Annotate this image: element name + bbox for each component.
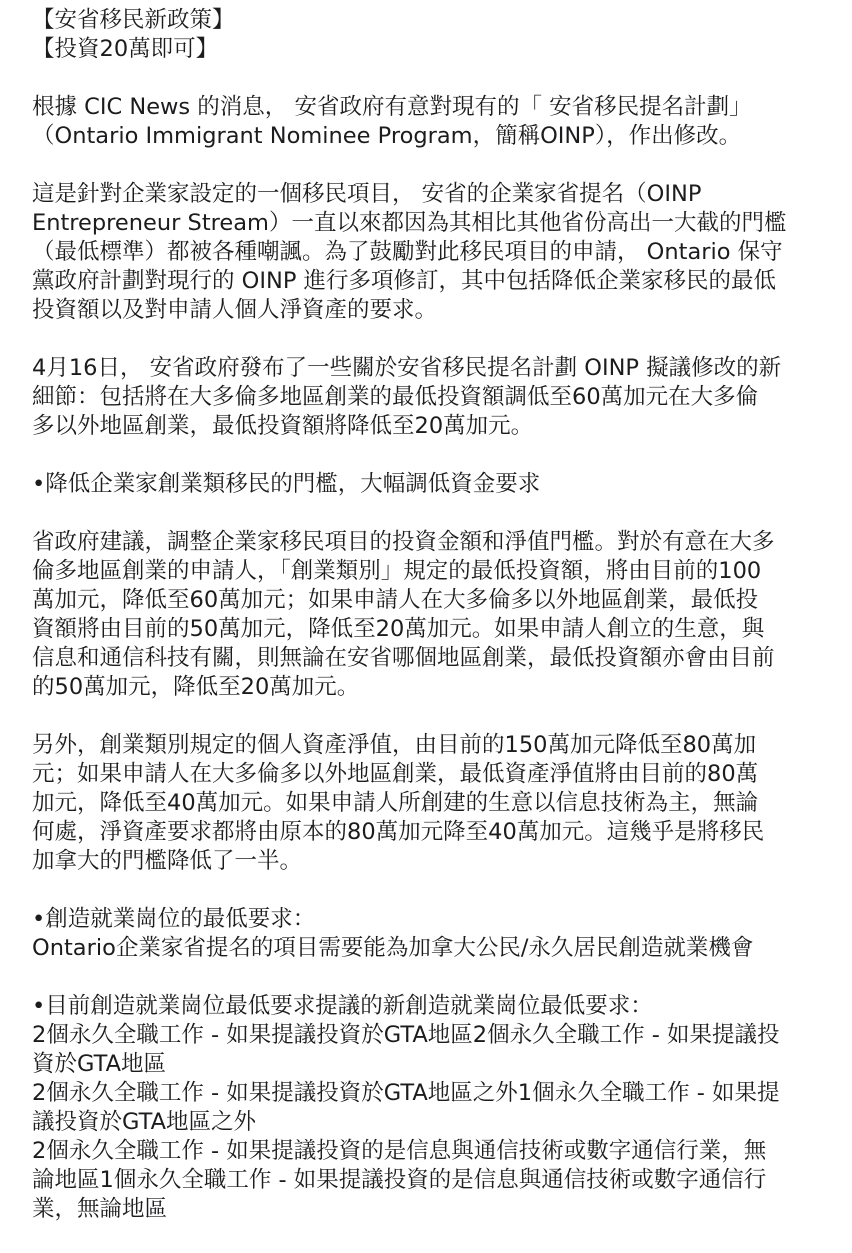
paragraph: [32, 93, 832, 151]
text-line: 2個永久全職工作 - 如果提議投資的是信息與通信技術或數字通信行業，無: [32, 1138, 767, 1164]
text-line: 根據 CIC News 的消息， 安省政府有意對現有的「 安省移民提名計劃」: [32, 94, 752, 120]
text-line: 議投資於GTA地區之外: [32, 1109, 257, 1135]
paragraph: [32, 354, 832, 441]
text-line: （最低標準）都被各種嘲諷。為了鼓勵對此移民項目的申請， Ontario 保守: [32, 239, 783, 265]
paragraph: [32, 470, 832, 499]
text-line: 2個永久全職工作 - 如果提議投資於GTA地區之外1個永久全職工作 - 如果提: [32, 1080, 780, 1106]
text-line: 加拿大的門檻降低了一半。: [32, 848, 303, 874]
paragraph: [32, 180, 832, 325]
post-body: [32, 6, 832, 1253]
text-line: •目前創造就業崗位最低要求提議的新創造就業崗位最低要求：: [32, 993, 653, 1019]
text-line: 黨政府計劃對現行的 OINP 進行多項修訂，其中包括降低企業家移民的最低: [32, 268, 777, 294]
text-line: 的50萬加元，降低至20萬加元。: [32, 674, 360, 700]
text-line: 倫多地區創業的申請人，「創業類別」規定的最低投資額，將由目前的100: [32, 558, 762, 584]
text-line: •創造就業崗位的最低要求：: [32, 906, 316, 932]
text-line: 信息和通信科技有關，則無論在安省哪個地區創業，最低投資額亦會由目前: [32, 645, 775, 671]
text-line: 資額將由目前的50萬加元，降低至20萬加元。如果申請人創立的生意，與: [32, 616, 765, 642]
text-line: 省政府建議，調整企業家移民項目的投資金額和淨值門檻。對於有意在大多: [32, 529, 775, 555]
paragraph: [32, 6, 832, 64]
text-line: 資於GTA地區: [32, 1051, 167, 1077]
text-line: 業，無論地區: [32, 1196, 168, 1222]
text-line: 投資額以及對申請人個人淨資產的要求。: [32, 297, 438, 323]
text-line: 萬加元，降低至60萬加元；如果申請人在大多倫多以外地區創業，最低投: [32, 587, 759, 613]
text-line: （Ontario Immigrant Nominee Program，簡稱OINP），作出修改。: [32, 123, 742, 149]
text-line: 【安省移民新政策】: [32, 7, 235, 33]
text-line: 何處，淨資產要求都將由原本的80萬加元降至40萬加元。這幾乎是將移民: [32, 819, 765, 845]
text-line: Ontario企業家省提名的項目需要能為加拿大公民/永久居民創造就業機會: [32, 935, 754, 961]
text-line: 細節：包括將在大多倫多地區創業的最低投資額調低至60萬加元在大多倫: [32, 384, 759, 410]
paragraph: [32, 992, 832, 1224]
text-line: 論地區1個永久全職工作 - 如果提議投資的是信息與通信技術或數字通信行: [32, 1167, 767, 1193]
text-line: 另外，創業類別規定的個人資產淨值，由目前的150萬加元降低至80萬加: [32, 732, 757, 758]
text-line: 4月16日， 安省政府發布了一些關於安省移民提名計劃 OINP 擬議修改的新: [32, 355, 782, 381]
text-line: 加元，降低至40萬加元。如果申請人所創建的生意以信息技術為主，無論: [32, 790, 759, 816]
text-line: 元；如果申請人在大多倫多以外地區創業，最低資產淨值將由目前的80萬: [32, 761, 759, 787]
paragraph: [32, 731, 832, 876]
text-line: 多以外地區創業，最低投資額將降低至20萬加元。: [32, 413, 534, 439]
paragraph: [32, 528, 832, 702]
text-line: Entrepreneur Stream）一直以來都因為其相比其他省份高出一大截的門檻: [32, 210, 787, 236]
text-line: •降低企業家創業類移民的門檻，大幅調低資金要求: [32, 471, 541, 497]
text-line: 2個永久全職工作 - 如果提議投資於GTA地區2個永久全職工作 - 如果提議投: [32, 1022, 780, 1048]
text-line: 這是針對企業家設定的一個移民項目， 安省的企業家省提名（OINP: [32, 181, 702, 207]
text-line: 【投資20萬即可】: [32, 36, 219, 62]
paragraph: [32, 905, 832, 963]
